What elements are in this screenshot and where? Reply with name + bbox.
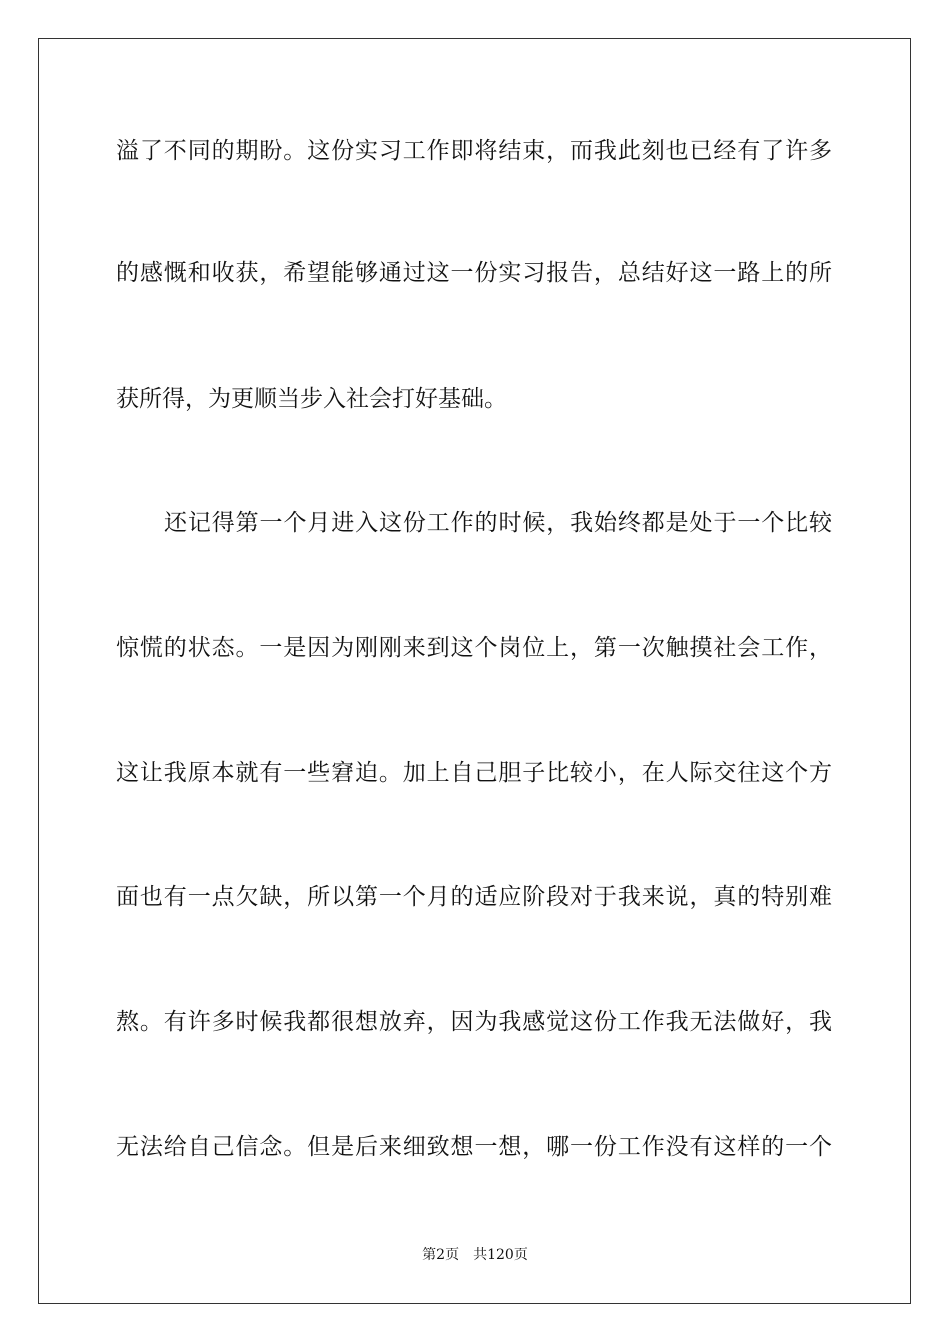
body-text-line: 获所得，为更顺当步入社会打好基础。 bbox=[116, 386, 507, 412]
page-border bbox=[38, 38, 911, 1304]
page-total: 共120页 bbox=[473, 1247, 528, 1263]
body-text-line: 面也有一点欠缺，所以第一个月的适应阶段对于我来说，真的特别难 bbox=[116, 884, 832, 910]
body-text-line: 这让我原本就有一些窘迫。加上自己胆子比较小，在人际交往这个方 bbox=[116, 760, 832, 786]
page-footer bbox=[0, 1246, 950, 1264]
body-text-line: 惊慌的状态。一是因为刚刚来到这个岗位上，第一次触摸社会工作， bbox=[116, 635, 832, 661]
body-text-line: 的感慨和收获，希望能够通过这一份实习报告，总结好这一路上的所 bbox=[116, 260, 832, 286]
body-text-line: 还记得第一个月进入这份工作的时候，我始终都是处于一个比较 bbox=[164, 510, 832, 536]
body-text-line: 熬。有许多时候我都很想放弃，因为我感觉这份工作我无法做好，我 bbox=[116, 1009, 832, 1035]
body-text-line: 无法给自己信念。但是后来细致想一想，哪一份工作没有这样的一个 bbox=[116, 1134, 832, 1160]
page-number: 第2页 bbox=[422, 1247, 460, 1263]
body-text-line: 溢了不同的期盼。这份实习工作即将结束，而我此刻也已经有了许多 bbox=[116, 138, 832, 164]
